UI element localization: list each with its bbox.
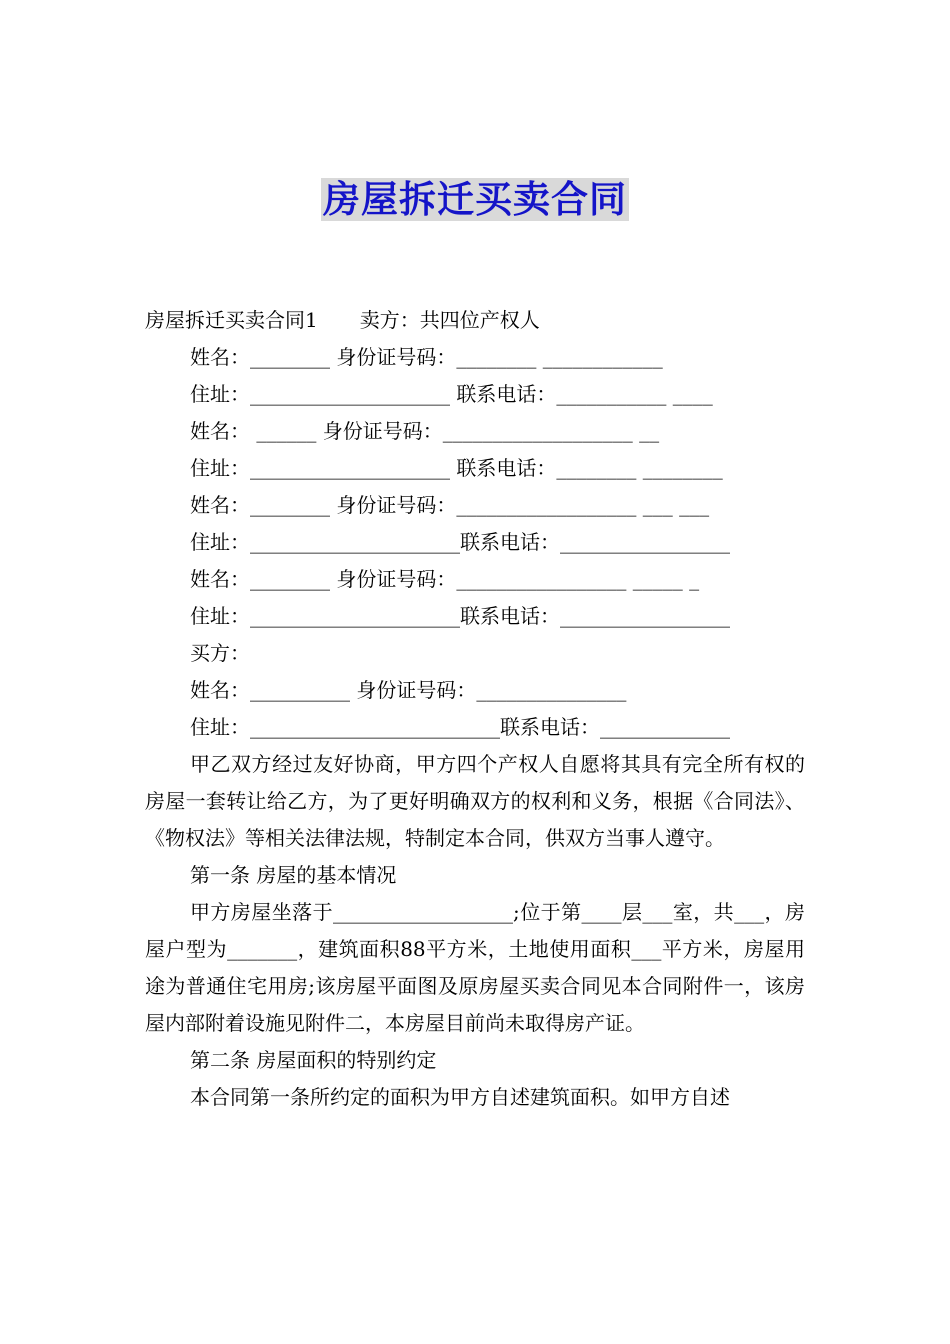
seller-line: 住址：____________________ 联系电话：________ ________	[190, 456, 723, 480]
buyer-line: 住址：_________________________联系电话：_____________	[190, 715, 730, 739]
paragraph: 甲方房屋坐落于__________________;位于第____层___室，共___，房屋户型为_______，建筑面积88平方米，土地使用面积___平方米，房屋用途为普通住宅用房;该房屋平面图及原房屋买卖合同见本合同附件一，该房屋内部附着设施见附件二，本房屋目前尚未取得房产证。	[145, 900, 805, 1035]
document-body	[145, 302, 805, 1116]
buyer-line: 姓名：__________ 身份证号码：_______________	[190, 678, 627, 702]
seller-line: 住址：_____________________联系电话：_________________	[190, 604, 730, 628]
seller-line: 姓名： ______ 身份证号码：___________________ __	[190, 419, 660, 443]
document-title-text: 房屋拆迁买卖合同	[323, 178, 627, 221]
paragraph: 甲乙双方经过友好协商，甲方四个产权人自愿将其具有完全所有权的房屋一套转让给乙方，为了更好明确双方的权利和义务，根据《合同法》、《物权法》等相关法律法规，特制定本合同，供双方当事人遵守。	[145, 752, 805, 850]
intro-line	[145, 302, 805, 339]
article-heading: 第一条 房屋的基本情况	[190, 863, 397, 887]
seller-line: 住址：_____________________联系电话：_________________	[190, 530, 730, 554]
contract-heading: 房屋拆迁买卖合同1	[145, 308, 318, 332]
article-heading: 第二条 房屋面积的特别约定	[190, 1048, 437, 1072]
seller-label: 卖方：共四位产权人	[359, 308, 540, 332]
document-title	[0, 172, 950, 228]
seller-line: 姓名：________ 身份证号码：__________________ ___ ___	[190, 493, 710, 517]
seller-line: 姓名：________ 身份证号码：________ ____________	[190, 345, 663, 369]
buyer-label: 买方：	[190, 641, 250, 665]
paragraph: 本合同第一条所约定的面积为甲方自述建筑面积。如甲方自述	[190, 1085, 730, 1109]
seller-line: 住址：____________________ 联系电话：___________ ____	[190, 382, 713, 406]
seller-line: 姓名：________ 身份证号码：_________________ _____ _	[190, 567, 700, 591]
